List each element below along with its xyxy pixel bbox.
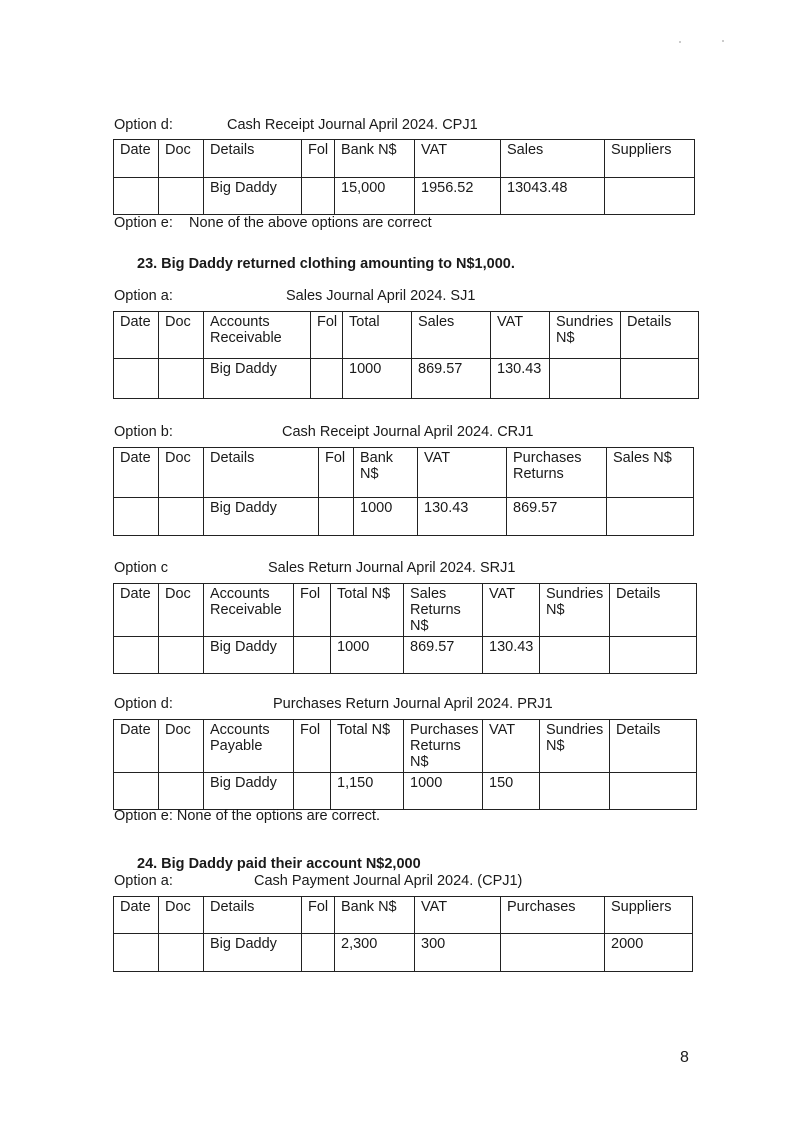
header-cell: Sales N$ [607,448,694,498]
table-cell: Big Daddy [204,773,294,810]
table-cell: 130.43 [483,637,540,674]
table-cell: 1000 [404,773,483,810]
table-cell [540,773,610,810]
table-cell: Big Daddy [204,498,319,536]
option-label: Option d: [114,117,173,133]
table-cell [501,934,605,972]
header-cell: VAT [415,140,501,178]
journal-table-24a [113,896,693,972]
header-cell: Fol [311,312,343,359]
table-cell: 130.43 [418,498,507,536]
table-cell: 15,000 [335,178,415,215]
table-cell [605,178,695,215]
option-label: Option d: [114,696,173,712]
header-cell: Date [114,720,159,773]
journal-table-23b [113,447,694,536]
table-cell: 130.43 [491,359,550,399]
header-cell: Suppliers [605,140,695,178]
header-cell: Doc [159,720,204,773]
table-cell [302,178,335,215]
header-cell: Sales Returns N$ [404,584,483,637]
table-cell: Big Daddy [204,934,302,972]
header-cell: Date [114,312,159,359]
header-cell: Date [114,448,159,498]
journal-table-prev-d [113,139,695,215]
table-cell [302,934,335,972]
table-cell: 1956.52 [415,178,501,215]
journal-title: Sales Return Journal April 2024. SRJ1 [268,560,516,576]
header-cell: Sundries N$ [550,312,621,359]
header-cell: Sales [501,140,605,178]
journal-title: Cash Receipt Journal April 2024. CPJ1 [227,117,478,133]
table-cell: 869.57 [412,359,491,399]
table-cell: 300 [415,934,501,972]
header-cell: VAT [415,897,501,934]
header-cell: Details [204,448,319,498]
table-cell [159,934,204,972]
header-cell: Total [343,312,412,359]
table-cell [114,178,159,215]
header-cell: Purchases Returns N$ [404,720,483,773]
header-cell: Doc [159,584,204,637]
header-cell: VAT [418,448,507,498]
header-cell: Total N$ [331,720,404,773]
table-cell [159,498,204,536]
journal-title: Cash Payment Journal April 2024. (CPJ1) [254,873,523,889]
header-cell: Sales [412,312,491,359]
header-cell: Fol [302,140,335,178]
table-cell [159,178,204,215]
table-cell: Big Daddy [204,637,294,674]
table-cell: 2000 [605,934,693,972]
header-cell: VAT [491,312,550,359]
header-cell: Fol [294,584,331,637]
header-cell: Accounts Payable [204,720,294,773]
header-cell: Total N$ [331,584,404,637]
table-cell: 13043.48 [501,178,605,215]
header-cell: Details [610,720,697,773]
header-cell: VAT [483,720,540,773]
header-cell: Doc [159,312,204,359]
header-cell: Suppliers [605,897,693,934]
journal-table-23c [113,583,697,674]
header-cell: Date [114,584,159,637]
header-cell: Details [204,140,302,178]
table-cell [159,637,204,674]
option-label: Option a: [114,873,173,889]
table-cell [114,498,159,536]
table-cell [159,359,204,399]
header-cell: VAT [483,584,540,637]
header-cell: Details [204,897,302,934]
option-label: Option a: [114,288,173,304]
table-cell: 1000 [343,359,412,399]
journal-title: Cash Receipt Journal April 2024. CRJ1 [282,424,534,440]
table-cell [294,637,331,674]
header-cell: Details [610,584,697,637]
table-cell: 869.57 [404,637,483,674]
page-number: 8 [680,1049,689,1066]
question-text: 23. Big Daddy returned clothing amounting to N$1,000. [137,256,515,272]
header-cell: Accounts Receivable [204,312,311,359]
table-cell: 869.57 [507,498,607,536]
table-cell [114,359,159,399]
option-label: Option e: [114,215,173,231]
table-cell [114,773,159,810]
table-cell [607,498,694,536]
header-cell: Date [114,897,159,934]
table-cell: 150 [483,773,540,810]
table-cell [319,498,354,536]
header-cell: Doc [159,140,204,178]
table-cell: Big Daddy [204,178,302,215]
header-cell: Doc [159,448,204,498]
table-cell [550,359,621,399]
table-cell [159,773,204,810]
table-cell [114,934,159,972]
table-cell [114,637,159,674]
table-cell: 1,150 [331,773,404,810]
table-cell: Big Daddy [204,359,311,399]
header-cell: Bank N$ [335,897,415,934]
table-cell [540,637,610,674]
option-text: Option e: None of the options are correct. [114,808,380,824]
header-cell: Purchases Returns [507,448,607,498]
table-cell [610,773,697,810]
header-cell: Fol [319,448,354,498]
table-cell [294,773,331,810]
header-cell: Purchases [501,897,605,934]
option-label: Option b: [114,424,173,440]
journal-title: Sales Journal April 2024. SJ1 [286,288,476,304]
journal-table-23a [113,311,699,399]
header-cell: Accounts Receivable [204,584,294,637]
table-cell: 2,300 [335,934,415,972]
option-text: None of the above options are correct [189,215,432,231]
option-label: Option c [114,560,168,576]
header-cell: Date [114,140,159,178]
header-cell: Fol [294,720,331,773]
header-cell: Fol [302,897,335,934]
journal-title: Purchases Return Journal April 2024. PRJ1 [273,696,553,712]
journal-table-23d [113,719,697,810]
table-cell: 1000 [354,498,418,536]
table-cell [610,637,697,674]
table-cell [621,359,699,399]
header-cell: Bank N$ [354,448,418,498]
header-cell: Sundries N$ [540,584,610,637]
question-text: 24. Big Daddy paid their account N$2,000 [137,856,421,872]
header-cell: Bank N$ [335,140,415,178]
header-cell: Details [621,312,699,359]
table-cell: 1000 [331,637,404,674]
table-cell [311,359,343,399]
header-cell: Sundries N$ [540,720,610,773]
header-cell: Doc [159,897,204,934]
